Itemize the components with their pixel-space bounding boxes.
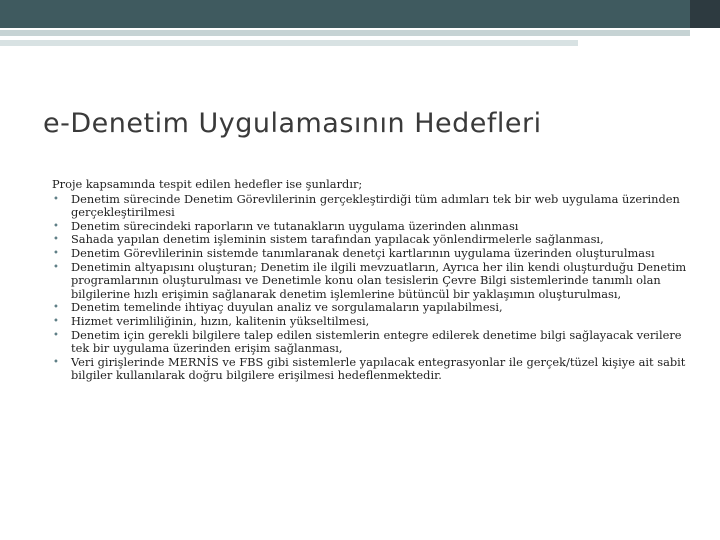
list-item-text: Denetim sürecindeki raporların ve tutanakların uygulama üzerinden alınması (71, 218, 519, 233)
objectives-list (52, 193, 692, 383)
list-item-text: Veri girişlerinde MERNİS ve FBS gibi sistemlerle yapılacak entegrasyonlar ile gerçek/tüzel kişiye ait sabit bilgiler kullanılarak doğru bilgilere erişilmesi hedeflenmektedir. (71, 354, 686, 383)
list-item-text: Denetimin altyapısını oluşturan; Denetim ile ilgili mevzuatların, Ayrıca her ilin kendi oluşturduğu Denetim programlarının oluşturulması ve Denetimle konu olan tesislerin Çevre Bilgi sistemlerinde tanımlı olan bilgilerine hızlı erişimin sağlanarak denetim işlemlerine bütüncül bir yaklaşımın oluşturulması, (71, 259, 687, 301)
bullet-dot-icon: • (53, 220, 59, 232)
list-item-text: Denetim temelinde ihtiyaç duyulan analiz ve sorgulamaların yapılabilmesi, (71, 300, 503, 315)
header-bar-corner (690, 0, 720, 28)
header-bar (0, 0, 690, 28)
header-accent-line (0, 30, 690, 36)
list-item-text: Sahada yapılan denetim işleminin sistem tarafından yapılacak yönlendirmelerle sağlanması, (71, 232, 604, 247)
bullet-dot-icon: • (53, 356, 59, 368)
bullet-dot-icon: • (53, 234, 59, 246)
bullet-dot-icon: • (53, 261, 59, 273)
list-item-text: Denetim Görevlilerinin sistemde tanımlaranak denetçi kartlarının uygulama üzerinden oluşturulması (71, 245, 655, 260)
list-item-text: Denetim için gerekli bilgilere talep edilen sistemlerin entegre edilerek denetime bilgi sağlayacak verilere tek bir uygulama üzerinden erişim sağlanması, (71, 327, 682, 356)
bullet-dot-icon: • (53, 329, 59, 341)
list-item (52, 220, 692, 234)
list-item (52, 356, 692, 383)
bullet-dot-icon: • (53, 247, 59, 259)
header-tab-accent (0, 40, 578, 46)
bullet-dot-icon: • (53, 302, 59, 314)
list-item (52, 315, 692, 329)
list-item (52, 301, 692, 315)
bullet-dot-icon: • (53, 193, 59, 205)
list-item (52, 193, 692, 220)
intro-text: Proje kapsamında tespit edilen hedefler ise şunlardır; (52, 177, 363, 191)
slide-content (52, 178, 692, 383)
bullet-dot-icon: • (53, 315, 59, 327)
slide-title: e-Denetim Uygulamasının Hedefleri (43, 108, 542, 139)
list-item-text: Denetim sürecinde Denetim Görevlilerinin gerçekleştirdiği tüm adımları tek bir web uygulama üzerinden gerçekleştirilmesi (71, 191, 680, 220)
list-item (52, 233, 692, 247)
list-item-text: Hizmet verimliliğinin, hızın, kalitenin yükseltilmesi, (71, 313, 370, 328)
list-item (52, 247, 692, 261)
list-item (52, 329, 692, 356)
list-item (52, 261, 692, 302)
